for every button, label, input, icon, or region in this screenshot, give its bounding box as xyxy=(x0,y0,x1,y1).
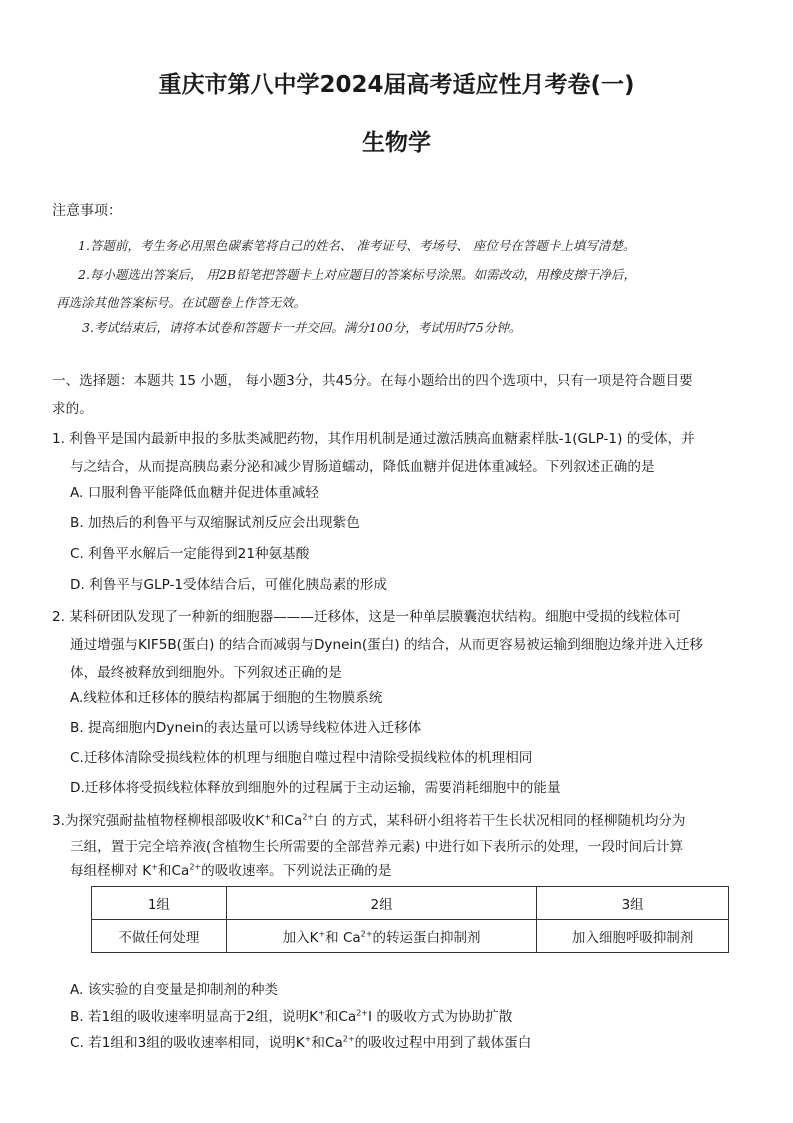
q1-option-b: B. 加热后的利鲁平与双缩脲试剂反应会出现紫色 xyxy=(70,515,360,531)
table-row xyxy=(92,920,729,953)
table-header-cell: 3组 xyxy=(537,887,729,920)
q2-stem-line-1: 2. 某科研团队发现了一种新的细胞器———迁移体，这是一种单层膜囊泡状结构。细胞中受损的线粒体可 xyxy=(52,609,682,625)
q3-stem-line-2: 三组，置于完全培养液(含植物生长所需要的全部营养元素) 中进行如下表所示的处理，一段时间后计算 xyxy=(70,839,684,855)
q3-option-a: A. 该实验的自变量是抑制剂的种类 xyxy=(70,982,279,998)
notice-item-2b: 再选涂其他答案标号。在试题卷上作答无效。 xyxy=(56,295,307,310)
q3-treatment-table xyxy=(91,886,729,953)
table-header-cell: 1组 xyxy=(92,887,227,920)
q3-stem-line-3: 每组柽柳对 K+和$Ca^{2+}$的吸收速率。下列说法正确的是 xyxy=(70,862,392,879)
section-1-instruction-cont: 求的。 xyxy=(52,401,93,417)
q1-option-a: A. 口服利鲁平能降低血糖并促进体重减轻 xyxy=(70,485,319,501)
q1-option-d: D. 利鲁平与GLP-1受体结合后，可催化胰岛素的形成 xyxy=(70,577,387,593)
q1-stem-line-1: 1. 利鲁平是国内最新申报的多肽类减肥药物，其作用机制是通过激活胰高血糖素样肽-1(GLP-1) 的受体，并 xyxy=(52,431,695,447)
table-cell: 加入细胞呼吸抑制剂 xyxy=(537,920,729,953)
q2-option-b: B. 提高细胞内Dynein的表达量可以诱导线粒体进入迁移体 xyxy=(70,720,422,736)
q2-option-a: A.线粒体和迁移体的膜结构都属于细胞的生物膜系统 xyxy=(70,690,383,706)
q1-option-c: C. 利鲁平水解后一定能得到21种氨基酸 xyxy=(70,546,310,562)
q2-option-d: D.迁移体将受损线粒体释放到细胞外的过程属于主动运输，需要消耗细胞中的能量 xyxy=(70,780,561,796)
notice-item-1: 1.答题前，考生务必用黑色碳素笔将自己的姓名、 准考证号、考场号、 座位号在答题卡上填写清楚。 xyxy=(78,238,636,253)
table-header-row xyxy=(92,887,729,920)
subject-title: 生物学 xyxy=(362,130,431,156)
q3-option-c: C. 若1组和3组的吸收速率相同，说明K+和$Ca^{2+}$的吸收过程中用到了载体蛋白 xyxy=(70,1034,532,1051)
q2-stem-line-2: 通过增强与KIF5B(蛋白) 的结合而减弱与Dynein(蛋白) 的结合，从而更容易被运输到细胞边缘并进入迁移 xyxy=(70,637,704,653)
notice-item-2a: 2.每小题选出答案后， 用2B铅笔把答题卡上对应题目的答案标号涂黑。如需改动，用橡皮擦干净后， xyxy=(78,267,637,282)
notice-item-3: 3.考试结束后，请将本试卷和答题卡一并交回。满分100分，考试用时75分钟。 xyxy=(82,320,522,335)
q2-stem-line-3: 体，最终被释放到细胞外。下列叙述正确的是 xyxy=(70,665,342,681)
notice-heading: 注意事项： xyxy=(52,203,122,219)
table-cell: 加入K+和 $Ca^{2+}$的转运蛋白抑制剂 xyxy=(226,920,537,953)
q3-option-b: B. 若1组的吸收速率明显高于2组，说明K+和$Ca^{2+}I$ 的吸收方式为协助扩散 xyxy=(70,1008,513,1025)
q1-stem-line-2: 与之结合，从而提高胰岛素分泌和减少胃肠道蠕动，降低血糖并促进体重减轻。下列叙述正确的是 xyxy=(70,459,655,475)
table-cell: 不做任何处理 xyxy=(92,920,227,953)
q3-stem-line-1: 3.为探究强耐盐植物柽柳根部吸收K+和$Ca^{2+}$白 的方式，某科研小组将若干生长状况相同的柽柳随机均分为 xyxy=(52,812,686,829)
exam-title: 重庆市第八中学2024届高考适应性月考卷(一) xyxy=(158,72,635,98)
table-header-cell: 2组 xyxy=(226,887,537,920)
section-1-instruction: 一、选择题：本题共 15 小题， 每小题3分，共45分。在每小题给出的四个选项中，只有一项是符合题目要 xyxy=(52,373,693,389)
q2-option-c: C.迁移体清除受损线粒体的机理与细胞自噬过程中清除受损线粒体的机理相同 xyxy=(70,750,533,766)
